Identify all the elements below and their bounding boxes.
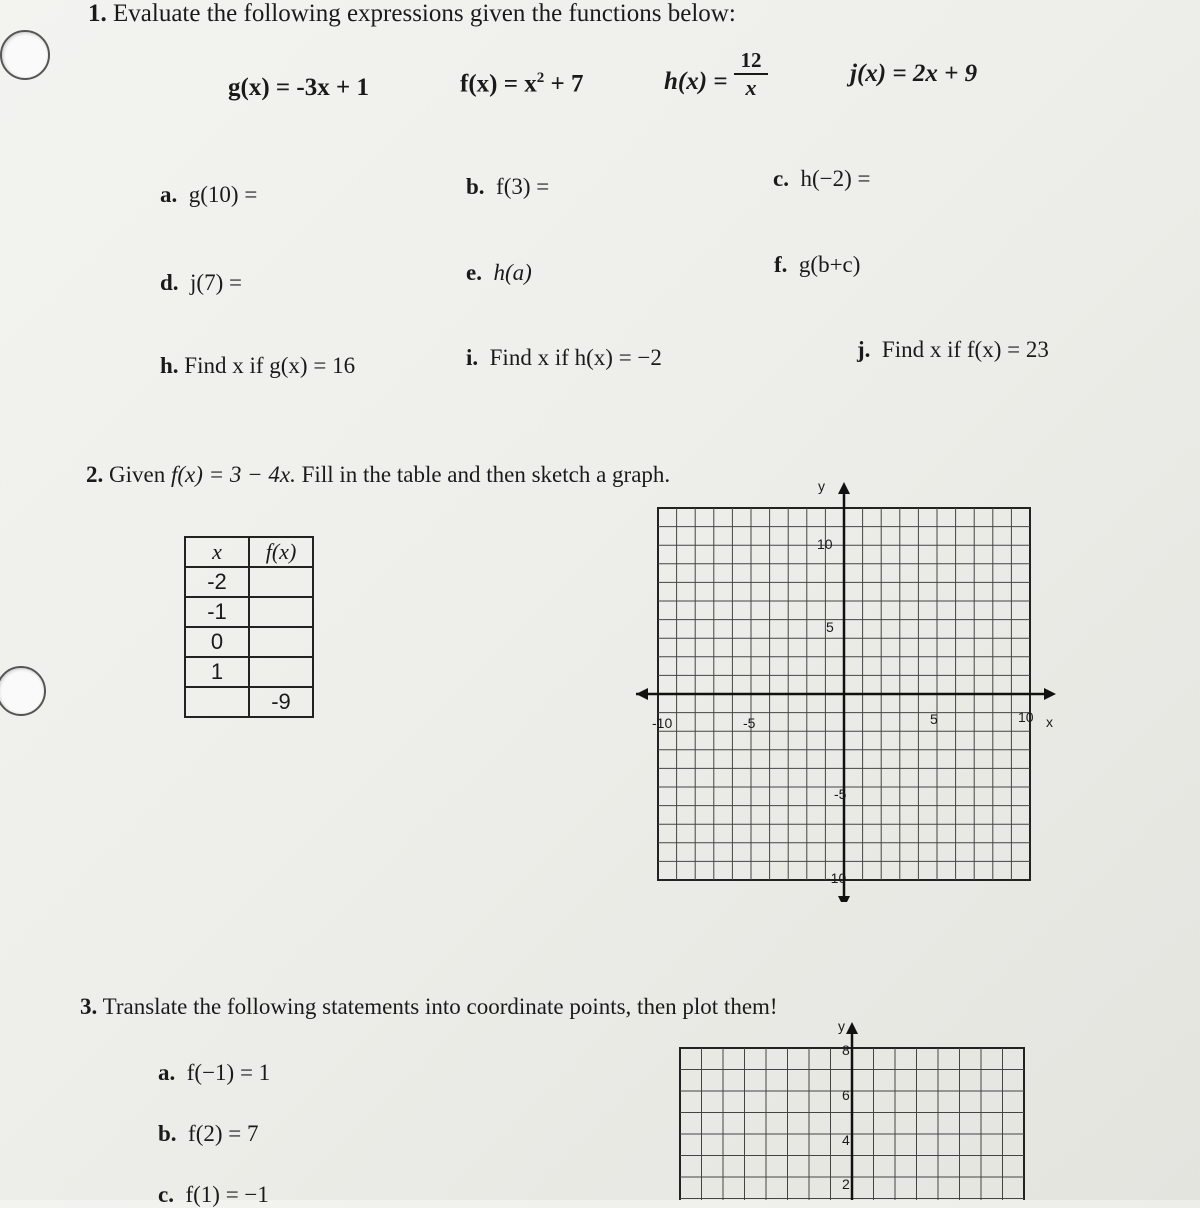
q1-number: 1. — [88, 0, 107, 27]
q1-item-h: h. Find x if g(x) = 16 — [160, 353, 356, 378]
q1-item-a: a. g(10) = — [160, 182, 258, 207]
q3-coordinate-grid[interactable] — [676, 1020, 1036, 1200]
table-cell-x[interactable] — [185, 687, 249, 717]
function-f — [460, 70, 583, 98]
table-row — [185, 567, 313, 597]
function-f-rhs: + 7 — [544, 70, 584, 98]
table-row — [185, 627, 313, 657]
x-axis-arrow-left — [636, 688, 648, 700]
q2-x-tick-label: 10 — [1018, 709, 1034, 725]
x-axis-arrow-right — [1044, 688, 1056, 700]
q1-item-f: f. g(b+c) — [774, 252, 861, 277]
q1-item-c: c. h(−2) = — [773, 166, 871, 191]
function-g: g(x) = -3x + 1 — [228, 74, 369, 101]
table-cell-fx[interactable] — [249, 657, 313, 687]
q3-item-b: b. f(2) = 7 — [158, 1121, 259, 1146]
q1-item-e: e. h(a) — [466, 260, 532, 285]
q2-y-tick-label: -5 — [834, 786, 847, 802]
y-axis-arrow-up — [846, 1022, 858, 1034]
function-j: j(x) = 2x + 9 — [850, 60, 978, 87]
q2-x-tick-label: 5 — [930, 711, 938, 727]
table-row — [185, 597, 313, 627]
q2-coordinate-grid[interactable] — [636, 478, 1066, 902]
q3-y-tick-label: 6 — [842, 1087, 850, 1103]
q1-item-j: j. Find x if f(x) = 23 — [857, 337, 1049, 362]
q2-graph — [636, 478, 1066, 902]
y-axis-arrow-down — [838, 896, 850, 902]
table-cell-x[interactable]: -2 — [185, 567, 249, 597]
q3-item-a: a. f(−1) = 1 — [158, 1060, 271, 1085]
q2-x-tick-label: -5 — [743, 715, 756, 731]
table-header-row — [185, 537, 313, 567]
table-row — [185, 687, 313, 717]
table-cell-fx[interactable]: -9 — [249, 687, 313, 717]
table-header-fx: f(x) — [249, 537, 313, 567]
function-f-lhs: f(x) = x — [460, 70, 537, 98]
q2-y-axis-label: y — [818, 478, 825, 494]
q1-header — [88, 0, 736, 28]
binder-hole-top — [0, 30, 50, 80]
table-cell-x[interactable]: -1 — [185, 597, 249, 627]
q3-y-axis-label: y — [838, 1018, 845, 1034]
function-table — [184, 536, 314, 718]
q3-header: 3. Translate the following statements into coordinate points, then plot them! — [80, 994, 778, 1019]
q3-y-tick-label: 4 — [842, 1132, 850, 1148]
y-axis-arrow-up — [838, 482, 850, 494]
function-h-denominator: x — [745, 75, 757, 100]
q2-x-axis-label: x — [1046, 714, 1053, 730]
q2-y-tick-label: -10 — [826, 870, 847, 886]
binder-hole-middle — [0, 666, 46, 716]
q1-item-b: b. f(3) = — [466, 174, 550, 199]
function-h-numerator: 12 — [734, 48, 768, 75]
q2-y-tick-label: 5 — [826, 619, 834, 635]
q3-graph — [676, 1020, 1036, 1200]
table-header-x: x — [185, 537, 249, 567]
q3-item-c: c. f(1) = −1 — [158, 1182, 269, 1207]
table-cell-x[interactable]: 1 — [185, 657, 249, 687]
q2-y-tick-label: 10 — [817, 536, 833, 552]
q1-item-d: d. j(7) = — [160, 270, 242, 295]
q1-item-i: i. Find x if h(x) = −2 — [466, 345, 662, 370]
q3-y-tick-label: 8 — [842, 1042, 850, 1058]
table-cell-fx[interactable] — [249, 597, 313, 627]
table-row — [185, 657, 313, 687]
q2-header: 2. Given f(x) = 3 − 4x. Fill in the table and then sketch a graph. — [86, 462, 671, 487]
function-f-exponent: 2 — [536, 70, 545, 86]
function-h-lhs: h(x) = — [664, 68, 728, 95]
table-cell-fx[interactable] — [249, 567, 313, 597]
q2-x-tick-label: -10 — [652, 715, 673, 731]
q1-prompt: Evaluate the following expressions given the functions below: — [113, 0, 736, 27]
function-h-fraction — [734, 48, 768, 101]
table-cell-fx[interactable] — [249, 627, 313, 657]
table-cell-x[interactable]: 0 — [185, 627, 249, 657]
q3-y-tick-label: 2 — [842, 1176, 850, 1192]
